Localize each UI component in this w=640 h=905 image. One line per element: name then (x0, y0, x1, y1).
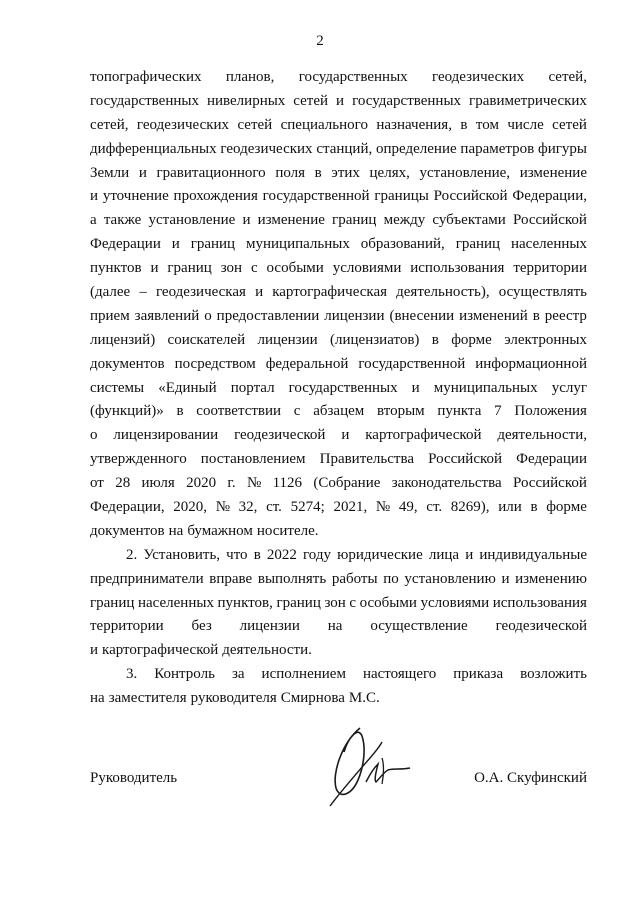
text-line: и картографической деятельности. (90, 642, 312, 659)
text-line: на заместителя руководителя Смирнова М.С. (90, 690, 380, 707)
text-line: Федерации, 2020, № 32, ст. 5274; 2021, № 49, ст. 8269), или в форме (90, 499, 587, 516)
paragraph (90, 544, 587, 663)
text-line: пунктов и границ зон с особыми условиями использования территории (90, 260, 587, 277)
text-line: предприниматели вправе выполнять работы по установлению и изменению (90, 570, 587, 587)
text-line: лицензий) соискателей лицензии (лицензиатов) в форме электронных (90, 331, 587, 348)
text-line: документов посредством федеральной государственной информационной (90, 355, 587, 372)
text-line: 2. Установить, что в 2022 году юридические лица и индивидуальные (126, 546, 587, 563)
text-line: прием заявлений о предоставлении лицензии (внесении изменений в реестр (90, 307, 587, 324)
text-line: а также установление и изменение границ между субъектами Российской (90, 212, 587, 229)
text-line: о лицензировании геодезической и картографической деятельности, (90, 427, 587, 444)
handwritten-signature (322, 718, 422, 813)
text-line: Федерации и границ муниципальных образований, границ населенных (90, 236, 587, 253)
text-line: топографических планов, государственных геодезических сетей, (90, 69, 587, 85)
text-line: и уточнение прохождения государственной границы Российской Федерации, (90, 188, 587, 205)
signatory-title: Руководитель (90, 770, 178, 786)
paragraph (90, 663, 587, 711)
text-line: системы «Единый портал государственных и муниципальных услуг (90, 379, 587, 396)
text-line: 3. Контроль за исполнением настоящего приказа возложить (126, 666, 587, 683)
text-line: территории без лицензии на осуществление геодезической (90, 618, 587, 635)
text-line: сетей, геодезических сетей специального назначения, в том числе сетей (90, 116, 587, 133)
text-line: утвержденного постановлением Правительства Российской Федерации (90, 451, 587, 468)
text-line: дифференциальных геодезических станций, определение параметров фигуры (90, 140, 587, 157)
text-line: документов на бумажном носителе. (90, 522, 319, 539)
text-line: от 28 июля 2020 г. № 1126 (Собрание законодательства Российской (90, 475, 587, 492)
document-body (90, 66, 587, 711)
text-line: границ населенных пунктов, границ зон с особыми условиями использования (90, 594, 587, 611)
signatory-name: О.А. Скуфинский (474, 770, 587, 786)
text-line: (далее – геодезическая и картографическая деятельность), осуществлять (90, 284, 587, 301)
paragraph (90, 66, 587, 544)
text-line: (функций)» в соответствии с абзацем вторым пункта 7 Положения (90, 403, 587, 420)
page-number: 2 (316, 33, 324, 49)
text-line: государственных нивелирных сетей и государственных гравиметрических (90, 92, 587, 109)
text-line: Земли и гравитационного поля в этих целях, установление, изменение (90, 164, 587, 181)
